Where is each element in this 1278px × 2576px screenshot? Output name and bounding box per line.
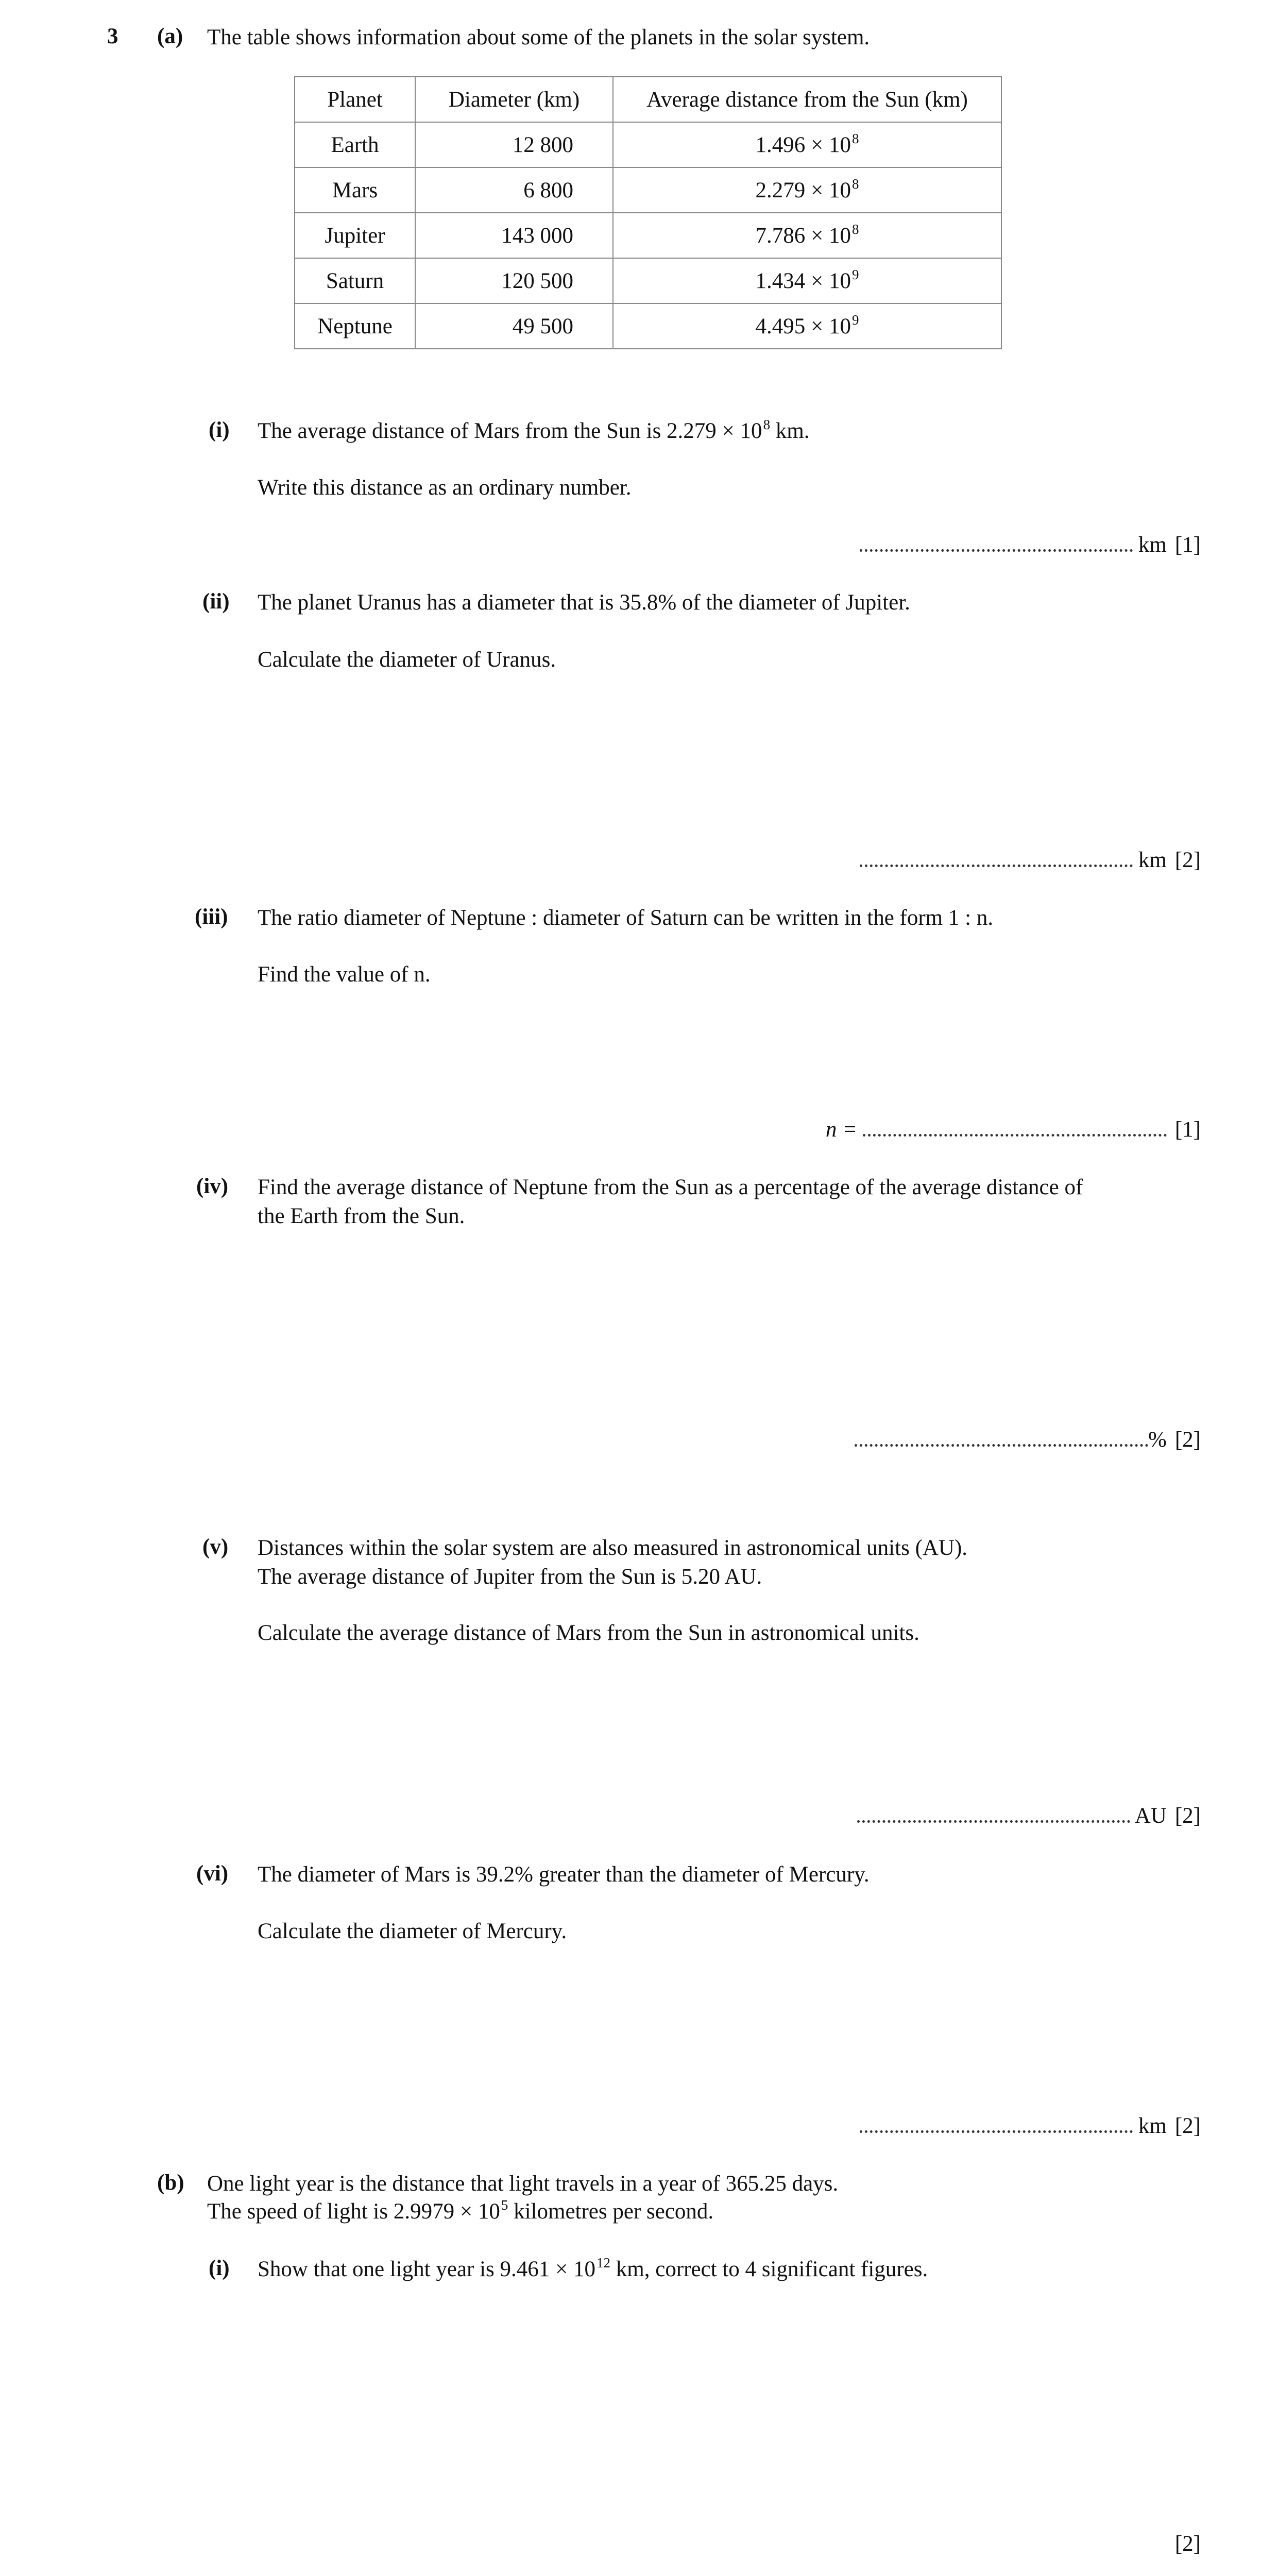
part-b-i-line1: [258, 2256, 928, 2283]
part-b-line1: One light year is the distance that light travels in a year of 365.25 days.: [207, 2172, 839, 2196]
header-diameter: Diameter (km): [415, 77, 613, 122]
part-a-v-line3: Calculate the average distance of Mars from the Sun in astronomical units.: [258, 1621, 919, 1645]
part-a-intro: The table shows information about some of the planets in the solar system.: [207, 25, 870, 49]
marks: [2]: [1174, 2114, 1201, 2138]
answer-unit: km: [1138, 848, 1167, 872]
part-a-v-label: (v): [202, 1535, 229, 1559]
planet-cell: Earth: [295, 122, 415, 167]
part-b-i-label: (i): [209, 2256, 230, 2280]
part-a-iii-line2: Find the value of n.: [258, 962, 431, 987]
part-b-line2: [207, 2198, 713, 2226]
distance-exponent: 8: [852, 176, 859, 192]
question-number: 3: [107, 24, 118, 48]
distance-cell: [613, 258, 1001, 303]
answer-dots[interactable]: [855, 1438, 1148, 1447]
diameter-value: 6 800: [523, 178, 573, 202]
distance-mantissa: 4.495 × 10: [755, 314, 851, 338]
part-a-i-line2: Write this distance as an ordinary number.: [258, 476, 632, 500]
header-planet: Planet: [295, 77, 415, 122]
marks: [2]: [1174, 848, 1201, 872]
part-a-i-unit-text: km.: [770, 419, 810, 443]
part-a-ii-line1: The planet Uranus has a diameter that is 35.8% of the diameter of Jupiter.: [258, 590, 910, 615]
diameter-cell: [415, 213, 613, 258]
diameter-value: 49 500: [512, 314, 573, 338]
planet-cell: Neptune: [295, 303, 415, 349]
answer-unit: km: [1138, 2114, 1167, 2138]
planet-cell: Mars: [295, 167, 415, 213]
marks-b-i: [1175, 2531, 1201, 2556]
table-row: [295, 258, 1001, 303]
distance-mantissa: 2.279 × 10: [755, 178, 851, 202]
part-b-i-exponent: 12: [597, 2255, 611, 2270]
marks: [2]: [1174, 1428, 1201, 1452]
part-a-i-label: (i): [209, 418, 230, 442]
part-a-vi-line1: The diameter of Mars is 39.2% greater than the diameter of Mercury.: [258, 1862, 870, 1887]
part-a-v-line1: Distances within the solar system are also measured in astronomical units (AU).: [258, 1536, 968, 1560]
answer-line-a-ii[interactable]: [860, 848, 1201, 873]
answer-dots[interactable]: [860, 543, 1133, 552]
answer-dots[interactable]: [860, 858, 1133, 867]
answer-unit: km: [1138, 533, 1167, 557]
distance-cell: [613, 213, 1001, 258]
planet-cell: Jupiter: [295, 213, 415, 258]
distance-exponent: 8: [852, 221, 859, 237]
header-distance: Average distance from the Sun (km): [613, 77, 1001, 122]
table-row: [295, 122, 1001, 167]
answer-line-a-vi[interactable]: [860, 2113, 1201, 2139]
answer-line-a-iv[interactable]: [855, 1427, 1201, 1452]
table-header-row: [295, 77, 1001, 122]
distance-exponent: 8: [852, 130, 859, 146]
part-a-vi-line2: Calculate the diameter of Mercury.: [258, 1919, 567, 1943]
table-row: [295, 213, 1001, 258]
part-a-iv-label: (iv): [196, 1174, 229, 1198]
part-a-i-exponent: 8: [763, 417, 771, 432]
answer-prefix: n =: [825, 1117, 858, 1142]
part-a-ii-label: (ii): [202, 589, 230, 614]
marks: [1]: [1174, 1117, 1201, 1142]
part-a-iii-line1: The ratio diameter of Neptune : diameter of Saturn can be written in the form 1 : n.: [258, 906, 994, 930]
marks: [2]: [1174, 2532, 1201, 2556]
answer-unit: %: [1148, 1428, 1167, 1452]
distance-cell: [613, 167, 1001, 213]
answer-line-a-iii[interactable]: [826, 1117, 1201, 1142]
answer-line-a-i[interactable]: [860, 532, 1201, 557]
part-a-vi-label: (vi): [196, 1861, 229, 1886]
distance-cell: [613, 122, 1001, 167]
part-b-label: (b): [157, 2171, 184, 2195]
marks: [2]: [1174, 1804, 1201, 1828]
part-b-i-rest: km, correct to 4 significant figures.: [610, 2257, 928, 2281]
part-b-line2-rest: kilometres per second.: [508, 2199, 714, 2224]
part-b-line2-exponent: 5: [501, 2197, 508, 2213]
planet-cell: Saturn: [295, 258, 415, 303]
distance-cell: [613, 303, 1001, 349]
part-a-i-text: The average distance of Mars from the Sun is 2.279 × 10: [258, 419, 762, 443]
part-a-iv-line2: the Earth from the Sun.: [258, 1204, 465, 1228]
diameter-cell: [415, 258, 613, 303]
diameter-cell: [415, 122, 613, 167]
answer-dots[interactable]: [863, 1128, 1167, 1137]
part-b-line2-text: The speed of light is 2.9979 × 10: [207, 2199, 500, 2224]
diameter-value: 120 500: [501, 268, 573, 293]
diameter-cell: [415, 167, 613, 213]
marks: [1]: [1174, 533, 1201, 557]
part-a-iv-line1: Find the average distance of Neptune from the Sun as a percentage of the average distance of: [258, 1175, 1083, 1199]
table-row: [295, 303, 1001, 349]
distance-exponent: 9: [852, 266, 859, 282]
part-a-v-line2: The average distance of Jupiter from the Sun is 5.20 AU.: [258, 1565, 762, 1589]
distance-exponent: 9: [852, 312, 859, 328]
answer-unit: AU: [1134, 1804, 1167, 1828]
answer-dots[interactable]: [857, 1814, 1130, 1823]
part-b-i-text: Show that one light year is 9.461 × 10: [258, 2257, 596, 2281]
diameter-cell: [415, 303, 613, 349]
distance-mantissa: 1.434 × 10: [755, 268, 851, 293]
part-a-i-line1: [258, 417, 810, 445]
diameter-value: 12 800: [512, 132, 573, 157]
planets-table: [294, 76, 1002, 349]
answer-dots[interactable]: [860, 2124, 1133, 2133]
part-a-ii-line2: Calculate the diameter of Uranus.: [258, 648, 556, 672]
answer-line-a-v[interactable]: [857, 1803, 1201, 1828]
part-a-label: (a): [157, 24, 183, 48]
table-row: [295, 167, 1001, 213]
diameter-value: 143 000: [501, 223, 573, 248]
part-a-iii-label: (iii): [195, 905, 228, 929]
distance-mantissa: 7.786 × 10: [755, 223, 851, 248]
distance-mantissa: 1.496 × 10: [755, 132, 851, 157]
